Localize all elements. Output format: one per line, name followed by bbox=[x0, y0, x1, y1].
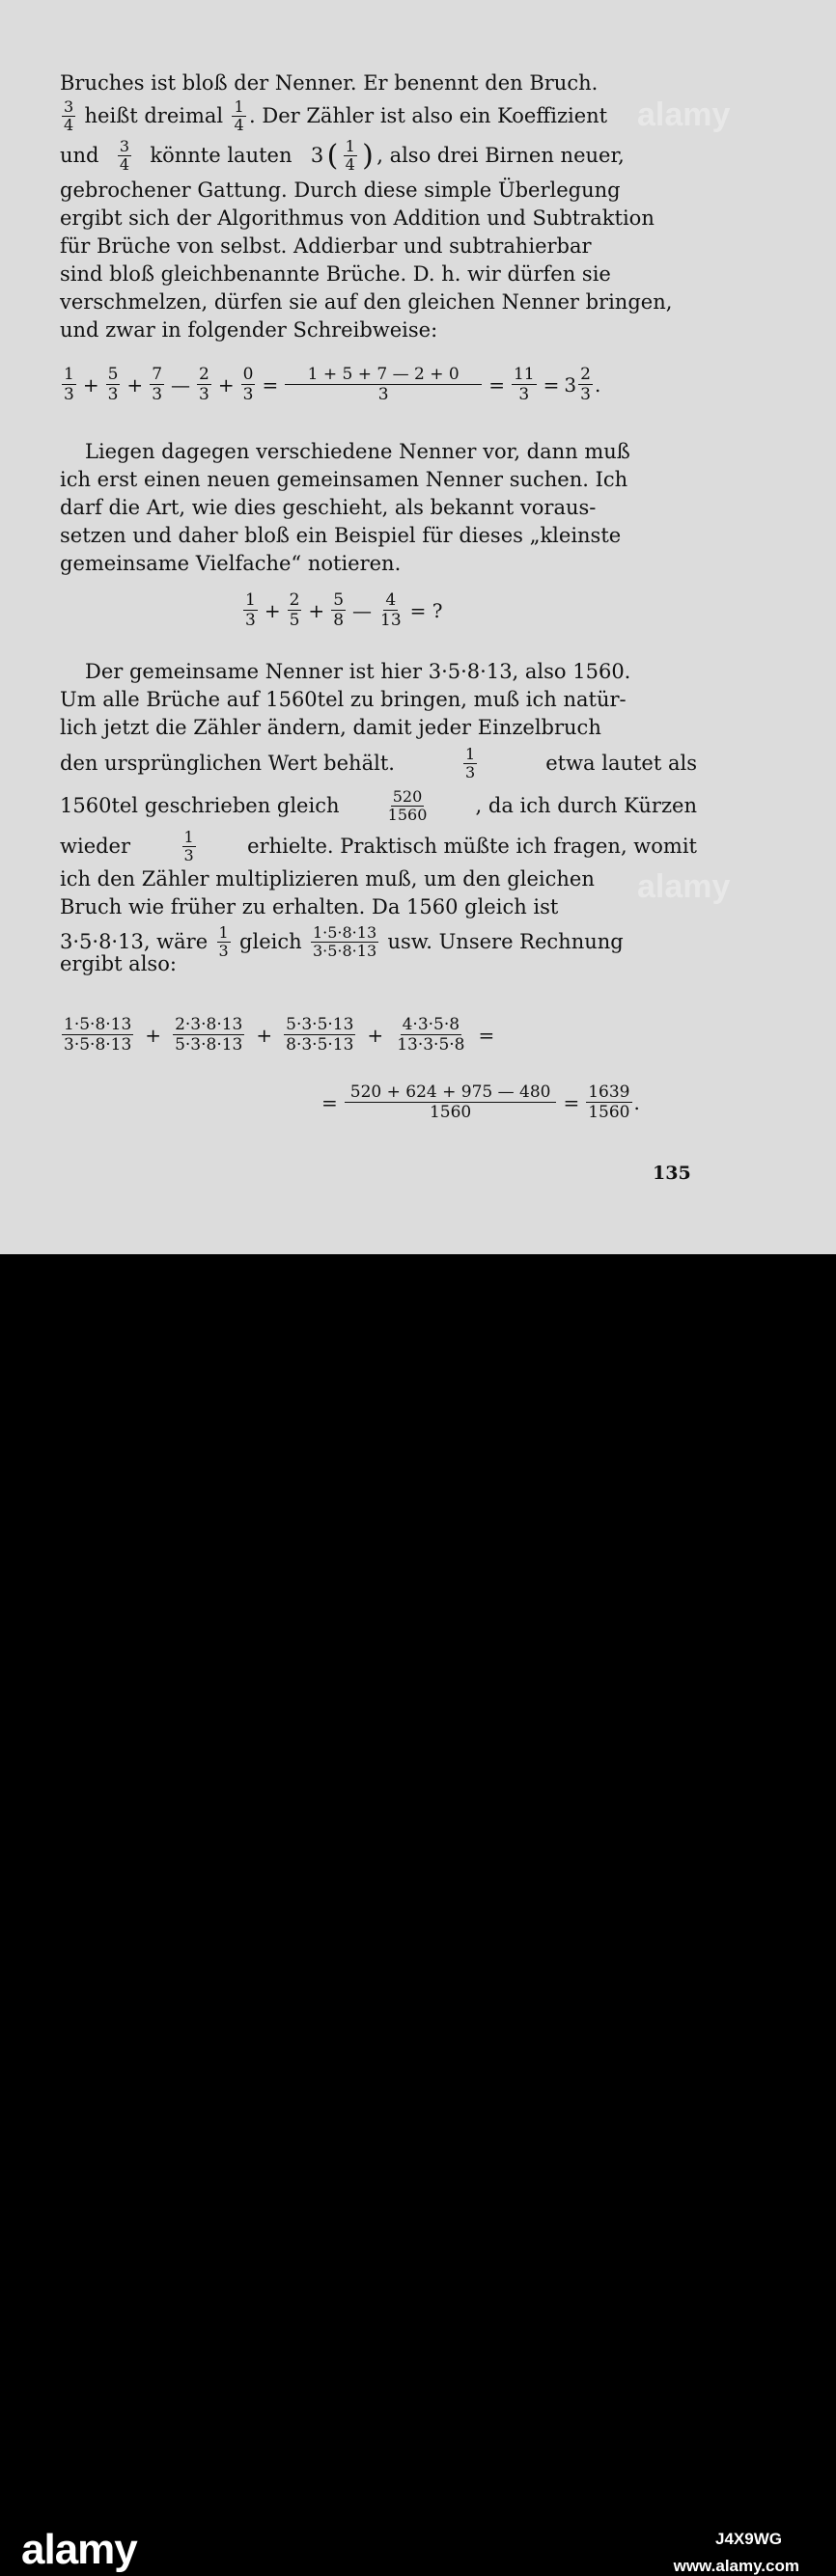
equation-3-row-1 bbox=[60, 1015, 499, 1055]
text-line bbox=[60, 69, 697, 97]
text-line bbox=[60, 714, 697, 742]
fraction bbox=[463, 746, 477, 781]
plus-sign: + bbox=[126, 372, 144, 397]
text-line bbox=[60, 865, 697, 893]
text: 3 bbox=[310, 143, 324, 167]
numerator: 1 bbox=[234, 96, 244, 116]
watermark: alamy bbox=[637, 868, 731, 905]
plus-sign: + bbox=[264, 598, 281, 622]
text: sind bloß gleichbenannte Brüche. D. h. wir dürfen sie bbox=[60, 262, 611, 286]
text: heißt dreimal bbox=[84, 103, 224, 127]
text-line bbox=[60, 177, 697, 205]
fraction bbox=[217, 924, 231, 960]
paren-close: ) bbox=[362, 138, 374, 173]
denominator: 4 bbox=[64, 115, 74, 134]
numerator: 3 bbox=[119, 136, 130, 155]
denominator: 1560 bbox=[387, 805, 428, 824]
fraction bbox=[232, 98, 245, 134]
fraction bbox=[106, 365, 121, 404]
denominator: 1560 bbox=[429, 1103, 472, 1122]
denominator: 3 bbox=[580, 385, 591, 404]
text: . Der Zähler ist also ein Koeffizient bbox=[249, 103, 608, 127]
fraction bbox=[344, 138, 357, 174]
equals-sign: = bbox=[262, 372, 279, 397]
text-line bbox=[60, 466, 697, 494]
text: erhielte. Praktisch müßte ich fragen, womit bbox=[247, 834, 697, 858]
fraction bbox=[288, 590, 302, 630]
fraction bbox=[345, 1082, 557, 1122]
denominator: 4 bbox=[119, 154, 130, 174]
fraction bbox=[62, 1015, 133, 1055]
text-line bbox=[60, 658, 697, 686]
denominator: 3 bbox=[245, 611, 256, 630]
fraction bbox=[284, 1015, 355, 1055]
denominator: 4 bbox=[234, 115, 244, 134]
plus-sign: + bbox=[256, 1023, 273, 1047]
numerator: 5·3·5·13 bbox=[286, 1015, 354, 1034]
numerator: 3 bbox=[64, 96, 74, 116]
text: wieder bbox=[60, 834, 131, 858]
equals-sign: = bbox=[321, 1090, 338, 1114]
fraction bbox=[386, 788, 430, 824]
denominator: 3 bbox=[64, 385, 74, 404]
text: 3·5·8·13, wäre bbox=[60, 929, 209, 953]
denominator: 3 bbox=[199, 385, 209, 404]
text: Um alle Brüche auf 1560tel zu bringen, muß ich natür- bbox=[60, 688, 627, 711]
numerator: 1 bbox=[245, 590, 256, 610]
denominator: 8·3·5·13 bbox=[286, 1035, 354, 1055]
denominator: 13 bbox=[380, 611, 402, 630]
stock-footer bbox=[0, 1254, 836, 2575]
fraction bbox=[586, 1082, 631, 1122]
plus-sign: + bbox=[82, 372, 99, 397]
text-line bbox=[60, 205, 697, 233]
text: ich den Zähler multiplizieren muß, um den gleichen bbox=[60, 867, 595, 891]
plus-sign: + bbox=[217, 372, 235, 397]
book-page bbox=[0, 0, 836, 1254]
period: . bbox=[594, 372, 601, 397]
fraction bbox=[241, 365, 256, 404]
text: etwa lautet als bbox=[545, 751, 697, 775]
numerator: 520 + 624 + 975 — 480 bbox=[345, 1082, 557, 1103]
equation-3-row-2 bbox=[317, 1082, 640, 1122]
watermark: alamy bbox=[637, 96, 731, 133]
text: gemeinsame Vielfache“ notieren. bbox=[60, 552, 402, 575]
numerator: 4·3·5·8 bbox=[402, 1015, 460, 1034]
text: ich erst einen neuen gemeinsamen Nenner suchen. Ich bbox=[60, 468, 628, 491]
fraction bbox=[311, 924, 378, 960]
numerator: 1 bbox=[345, 136, 355, 155]
numerator: 1 bbox=[183, 827, 194, 846]
text: , also drei Birnen neuer, bbox=[376, 143, 625, 167]
equals-sign: = bbox=[488, 372, 505, 397]
numerator: 2 bbox=[580, 365, 591, 384]
whole-number: 3 bbox=[564, 372, 577, 397]
text-line bbox=[60, 260, 697, 288]
denominator: 4 bbox=[345, 154, 355, 174]
denominator: 3 bbox=[518, 385, 530, 404]
numerator: 0 bbox=[242, 365, 254, 384]
text: usw. Unsere Rechnung bbox=[387, 929, 624, 953]
denominator: 3 bbox=[242, 385, 254, 404]
text-line bbox=[60, 742, 697, 784]
text: setzen und daher bloß ein Beispiel für dieses „kleinste bbox=[60, 524, 622, 547]
numerator: 1 + 5 + 7 — 2 + 0 bbox=[285, 365, 482, 385]
page-number: 135 bbox=[653, 1163, 691, 1184]
text-line bbox=[60, 97, 697, 134]
numerator: 2 bbox=[289, 590, 300, 610]
text: 1560tel geschrieben gleich bbox=[60, 793, 340, 817]
numerator: 1 bbox=[218, 922, 229, 942]
numerator: 7 bbox=[152, 365, 163, 384]
text: könnte lauten bbox=[150, 143, 293, 167]
fraction bbox=[512, 365, 537, 404]
period: . bbox=[633, 1090, 640, 1114]
fraction bbox=[118, 138, 131, 174]
text: lich jetzt die Zähler ändern, damit jeder Einzelbruch bbox=[60, 716, 601, 739]
alamy-logo: alamy bbox=[21, 2526, 137, 2573]
text: gleich bbox=[239, 929, 302, 953]
text-line bbox=[60, 827, 697, 865]
text-line bbox=[60, 522, 697, 550]
equation-1 bbox=[60, 365, 600, 404]
fraction bbox=[578, 365, 593, 404]
numerator: 4 bbox=[385, 590, 397, 610]
fraction bbox=[243, 590, 258, 630]
text: Bruch wie früher zu erhalten. Da 1560 gleich ist bbox=[60, 895, 559, 918]
plus-sign: + bbox=[145, 1023, 162, 1047]
plus-sign: + bbox=[367, 1023, 384, 1047]
text-line bbox=[60, 316, 697, 344]
numerator: 1·5·8·13 bbox=[64, 1015, 132, 1034]
fraction bbox=[285, 365, 482, 404]
text-line bbox=[60, 893, 697, 921]
fraction bbox=[182, 829, 196, 864]
text: gebrochener Gattung. Durch diese simple Überlegung bbox=[60, 178, 621, 202]
equals-sign: = bbox=[478, 1023, 495, 1047]
text-line bbox=[60, 233, 697, 260]
text: ergibt also: bbox=[60, 952, 177, 975]
fraction bbox=[150, 365, 164, 404]
denominator: 1560 bbox=[588, 1103, 630, 1122]
numerator: 1 bbox=[464, 744, 476, 763]
numerator: 520 bbox=[392, 786, 423, 806]
text-line bbox=[60, 134, 697, 177]
text: und zwar in folgender Schreibweise: bbox=[60, 318, 438, 342]
equation-2 bbox=[241, 590, 448, 630]
minus-sign: — bbox=[352, 598, 373, 622]
text-line bbox=[60, 686, 697, 714]
numerator: 1 bbox=[64, 365, 74, 384]
denominator: 3 bbox=[152, 385, 163, 404]
paragraph-3 bbox=[60, 658, 697, 978]
site-url: www.alamy.com bbox=[673, 2557, 799, 2575]
text: verschmelzen, dürfen sie auf den gleichen Nenner bringen, bbox=[60, 290, 673, 314]
denominator: 5 bbox=[289, 611, 300, 630]
denominator: 3 bbox=[218, 941, 229, 960]
text: , da ich durch Kürzen bbox=[475, 793, 697, 817]
denominator: 3 bbox=[377, 385, 389, 404]
text-line bbox=[60, 494, 697, 522]
paragraph-1 bbox=[60, 69, 697, 344]
paren-open: ( bbox=[326, 138, 339, 173]
fraction bbox=[197, 365, 211, 404]
denominator: 3 bbox=[183, 845, 194, 864]
text-line bbox=[60, 550, 697, 578]
fraction bbox=[173, 1015, 244, 1055]
equals-question: = ? bbox=[409, 598, 443, 622]
text: ergibt sich der Algorithmus von Addition und Subtraktion bbox=[60, 206, 655, 230]
paragraph-2 bbox=[60, 438, 697, 578]
text: den ursprünglichen Wert behält. bbox=[60, 751, 395, 775]
text: Bruches ist bloß der Nenner. Er benennt den Bruch. bbox=[60, 71, 599, 95]
numerator: 2·3·8·13 bbox=[175, 1015, 243, 1034]
equals-sign: = bbox=[543, 372, 560, 397]
denominator: 13·3·5·8 bbox=[397, 1035, 465, 1055]
text-line bbox=[60, 784, 697, 827]
fraction bbox=[62, 98, 75, 134]
text-line bbox=[60, 288, 697, 316]
denominator: 3·5·8·13 bbox=[312, 941, 377, 960]
stock-image-id: J4X9WG bbox=[715, 2530, 782, 2548]
denominator: 5·3·8·13 bbox=[175, 1035, 243, 1055]
denominator: 3·5·8·13 bbox=[64, 1035, 132, 1055]
numerator: 1639 bbox=[588, 1082, 630, 1102]
text: für Brüche von selbst. Addierbar und subtrahierbar bbox=[60, 234, 592, 258]
denominator: 3 bbox=[107, 385, 119, 404]
text: Liegen dagegen verschiedene Nenner vor, dann muß bbox=[85, 440, 630, 463]
denominator: 3 bbox=[464, 762, 476, 781]
text-line bbox=[60, 438, 697, 466]
numerator: 2 bbox=[199, 365, 209, 384]
numerator: 11 bbox=[513, 365, 535, 384]
fraction bbox=[395, 1015, 466, 1055]
fraction bbox=[331, 590, 346, 630]
numerator: 5 bbox=[333, 590, 345, 610]
numerator: 5 bbox=[107, 365, 119, 384]
text: und bbox=[60, 143, 99, 167]
denominator: 8 bbox=[333, 611, 345, 630]
fraction bbox=[378, 590, 404, 630]
text: Der gemeinsame Nenner ist hier 3·5·8·13, also 1560. bbox=[85, 660, 631, 683]
minus-sign: — bbox=[171, 372, 191, 397]
equals-sign: = bbox=[563, 1090, 580, 1114]
plus-sign: + bbox=[308, 598, 325, 622]
text: darf die Art, wie dies geschieht, als bekannt voraus- bbox=[60, 496, 597, 519]
numerator: 1·5·8·13 bbox=[312, 922, 377, 942]
fraction bbox=[62, 365, 76, 404]
